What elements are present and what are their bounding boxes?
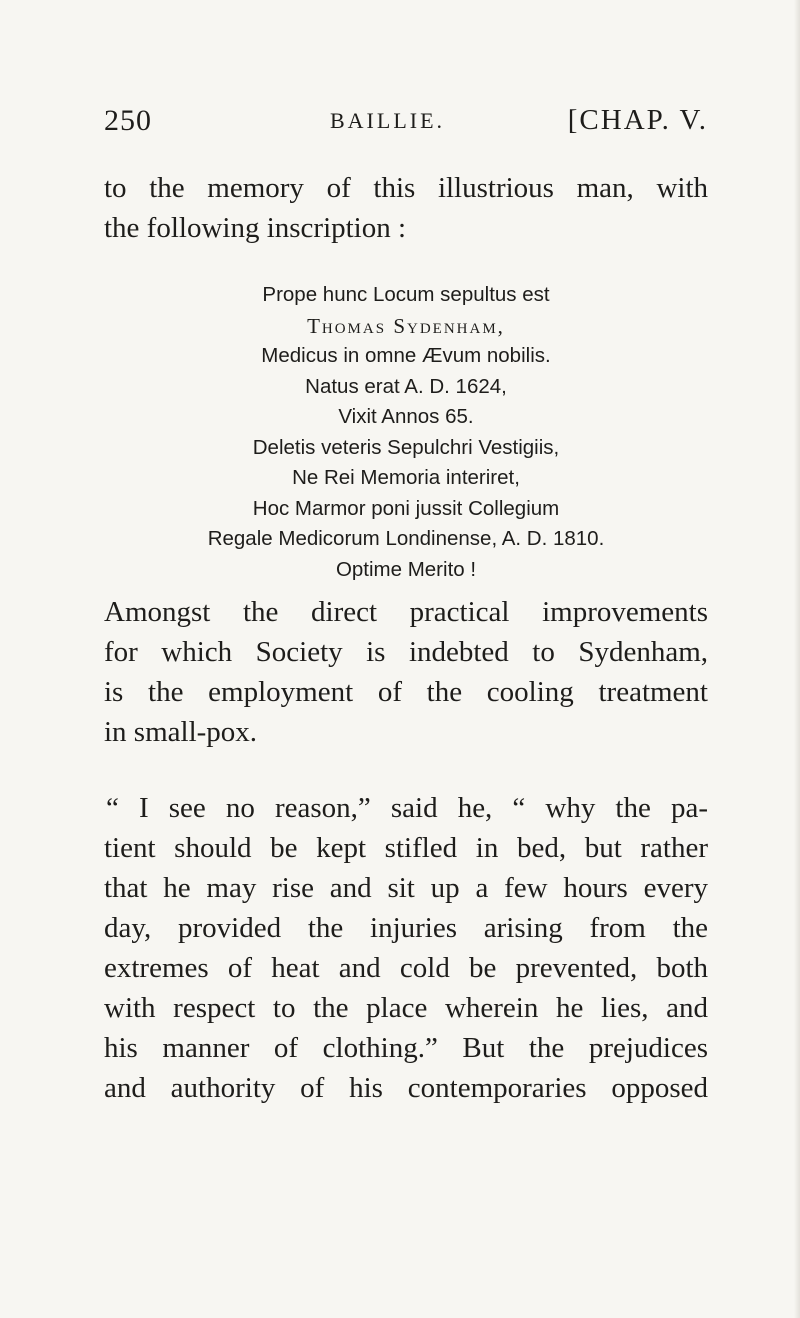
- inscription-line: Deletis veteris Sepulchri Vestigiis,: [252, 435, 560, 459]
- inscription-name-line: Thomas Sydenham,: [307, 313, 505, 338]
- inscription-line: Ne Rei Memoria interiret,: [292, 466, 520, 489]
- text-line: in small-pox.: [104, 716, 258, 748]
- memorial-inscription: [104, 280, 708, 585]
- paragraph-quotation: [104, 788, 708, 1108]
- inscription-line: Medicus in omne Ævum nobilis.: [261, 344, 551, 367]
- text-line: extremes of heat and cold be prevented, both: [104, 952, 708, 984]
- running-head: BAILLIE.: [330, 108, 446, 133]
- text-line: with respect to the place wherein he lies, and: [104, 992, 708, 1024]
- text-line: and authority of his contemporaries opposed: [104, 1072, 708, 1104]
- inscription-line: Regale Medicorum Londinense, A. D. 1810.: [207, 527, 605, 550]
- text-line: that he may rise and sit up a few hours every: [104, 872, 708, 904]
- text-line: Amongst the direct practical improvements: [104, 596, 708, 628]
- page-header: [104, 104, 708, 144]
- inscription-line: Optime Merito !: [335, 557, 477, 581]
- inscription-line: Prope hunc Locum sepultus est: [262, 283, 550, 306]
- text-line: day, provided the injuries arising from the: [104, 912, 708, 944]
- inscription-line: Hoc Marmor poni jussit Collegium: [252, 496, 560, 520]
- text-line: “ I see no reason,” said he, “ why the pa-: [106, 792, 708, 824]
- text-line: tient should be kept stifled in bed, but rather: [104, 832, 708, 864]
- paragraph-intro: [104, 168, 708, 248]
- paragraph-improvements: [104, 592, 708, 752]
- text-line: is the employment of the cooling treatment: [104, 676, 708, 708]
- text-line: his manner of clothing.” But the prejudices: [104, 1032, 708, 1064]
- inscription-line: Natus erat A. D. 1624,: [305, 374, 507, 398]
- text-line: to the memory of this illustrious man, with: [104, 172, 708, 204]
- chapter-reference: [CHAP. V.: [567, 104, 708, 136]
- page-number: 250: [104, 104, 152, 137]
- text-line: for which Society is indebted to Sydenham,: [104, 636, 708, 668]
- text-line: the following inscription :: [104, 212, 407, 244]
- page-edge-shadow: [794, 0, 800, 1318]
- inscription-line: Vixit Annos 65.: [338, 405, 474, 428]
